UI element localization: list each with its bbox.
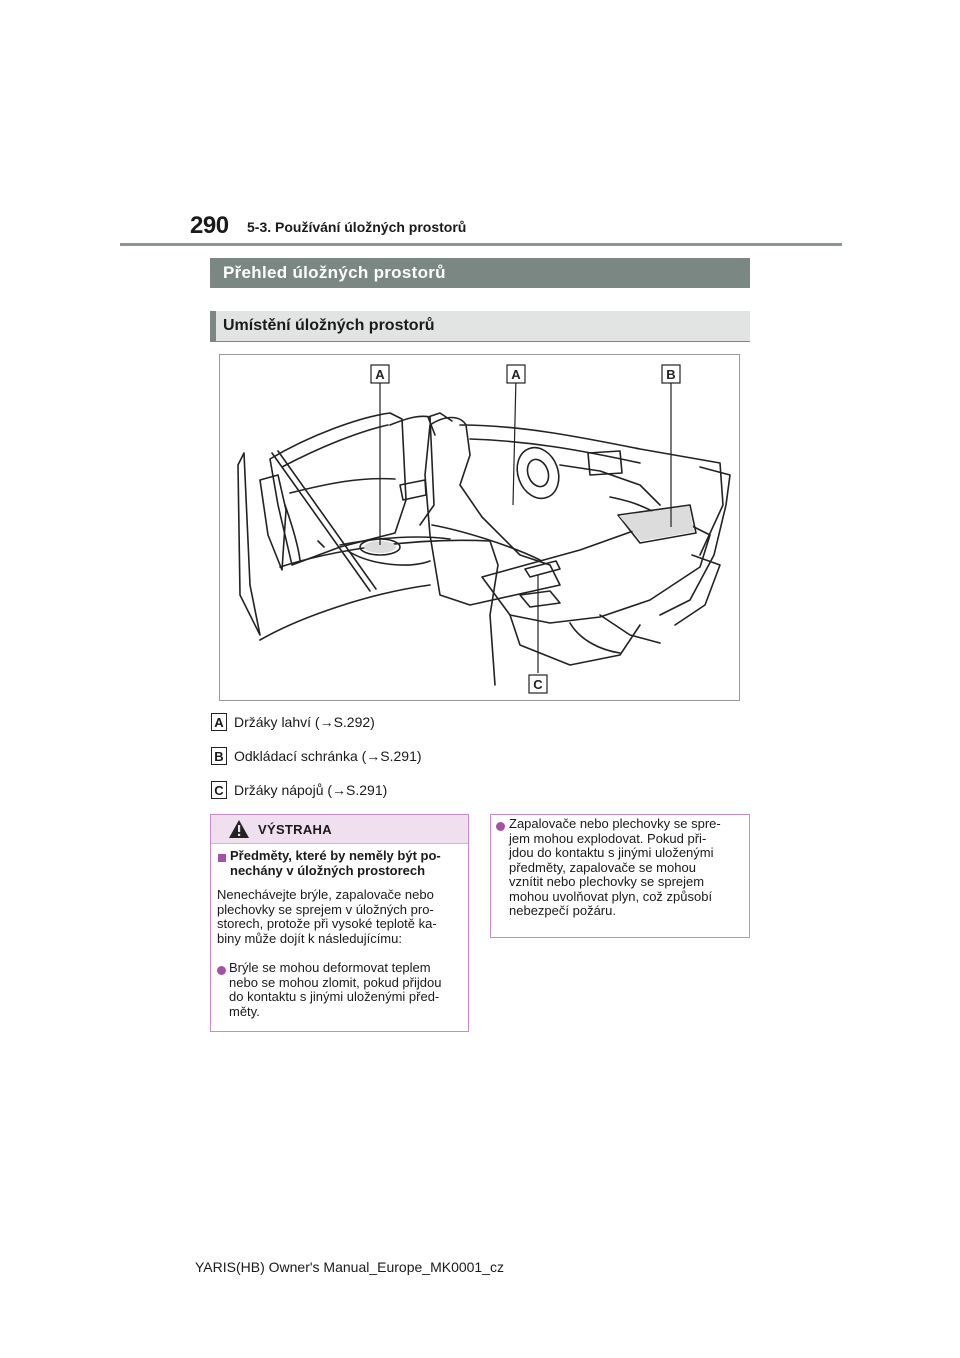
warning-body-line-2: plechovky se sprejem v úložných pro- xyxy=(217,901,434,917)
warning-bullet-line-2: nebo se mohou zlomit, pokud přijdou xyxy=(229,974,442,990)
subsection-rule xyxy=(210,341,750,342)
legend-text-b: Odkládací schránka (→S.291) xyxy=(234,748,422,764)
warning-heading: VÝSTRAHA xyxy=(258,822,332,837)
page-number: 290 xyxy=(190,212,229,239)
note-bullet-text xyxy=(509,817,721,919)
warning-body-line-3: storech, protože při vysoké teplotě ka- xyxy=(217,916,437,931)
legend-key-b: B xyxy=(211,747,227,765)
note-line-4: předměty, zapalovače se mohou xyxy=(509,859,696,875)
legend-item-b xyxy=(211,745,422,767)
note-line-5: vznítit nebo plechovky se sprejem xyxy=(509,874,705,889)
warning-bullet-line-3: do kontaktu s jinými uloženými před- xyxy=(229,989,440,1004)
note-line-1: Zapalovače nebo plechovky se spre- xyxy=(509,816,721,831)
warning-item-title-line-1: Předměty, které by neměly být po- xyxy=(230,848,441,863)
footer-manual-id: YARIS(HB) Owner's Manual_Europe_MK0001_cz xyxy=(195,1259,504,1275)
section-title: 5-3. Používání úložných prostorů xyxy=(247,219,467,235)
warning-box xyxy=(210,814,469,1032)
car-interior-drawing xyxy=(220,355,739,700)
note-line-3: jdou do kontaktu s jinými uloženými xyxy=(509,845,714,860)
callout-c-label: C xyxy=(533,677,543,692)
warning-square-bullet xyxy=(218,854,226,862)
warning-bullet-line-1: Brýle se mohou deformovat teplem xyxy=(229,960,431,975)
callout-a-left-label: A xyxy=(375,367,385,382)
warning-round-bullet xyxy=(217,966,226,975)
warning-body xyxy=(217,888,437,946)
warning-continuation-box xyxy=(490,814,750,938)
note-round-bullet xyxy=(496,822,505,831)
callout-b-label: B xyxy=(666,367,676,382)
warning-header xyxy=(211,815,468,844)
legend-text-a: Držáky lahví (→S.292) xyxy=(234,714,375,730)
warning-body-line-4: biny může dojít k následujícímu: xyxy=(217,930,402,946)
note-line-7: nebezpečí požáru. xyxy=(509,903,616,918)
subsection-title: Umístění úložných prostorů xyxy=(210,311,750,341)
warning-bullet-line-4: měty. xyxy=(229,1003,260,1019)
legend-text-c: Držáky nápojů (→S.291) xyxy=(234,782,388,798)
warning-triangle-icon xyxy=(228,819,250,839)
storage-locations-illustration xyxy=(219,354,740,701)
warning-body-line-1: Nenechávejte brýle, zapalovače nebo xyxy=(217,887,434,902)
legend-item-a xyxy=(211,711,375,733)
callout-a-right-label: A xyxy=(511,367,521,382)
note-line-6: mohou uvolňovat plyn, což způsobí xyxy=(509,888,713,904)
warning-item-title-line-2: nechány v úložných prostorech xyxy=(230,862,426,878)
legend-key-a: A xyxy=(211,713,227,731)
header-rule xyxy=(120,243,842,246)
legend-key-c: C xyxy=(211,781,227,799)
page-title: Přehled úložných prostorů xyxy=(210,258,750,288)
legend-item-c xyxy=(211,779,387,801)
warning-bullet-text xyxy=(229,961,441,1019)
note-line-2: jem mohou explodovat. Pokud při- xyxy=(509,830,707,846)
warning-item-title xyxy=(230,849,441,878)
